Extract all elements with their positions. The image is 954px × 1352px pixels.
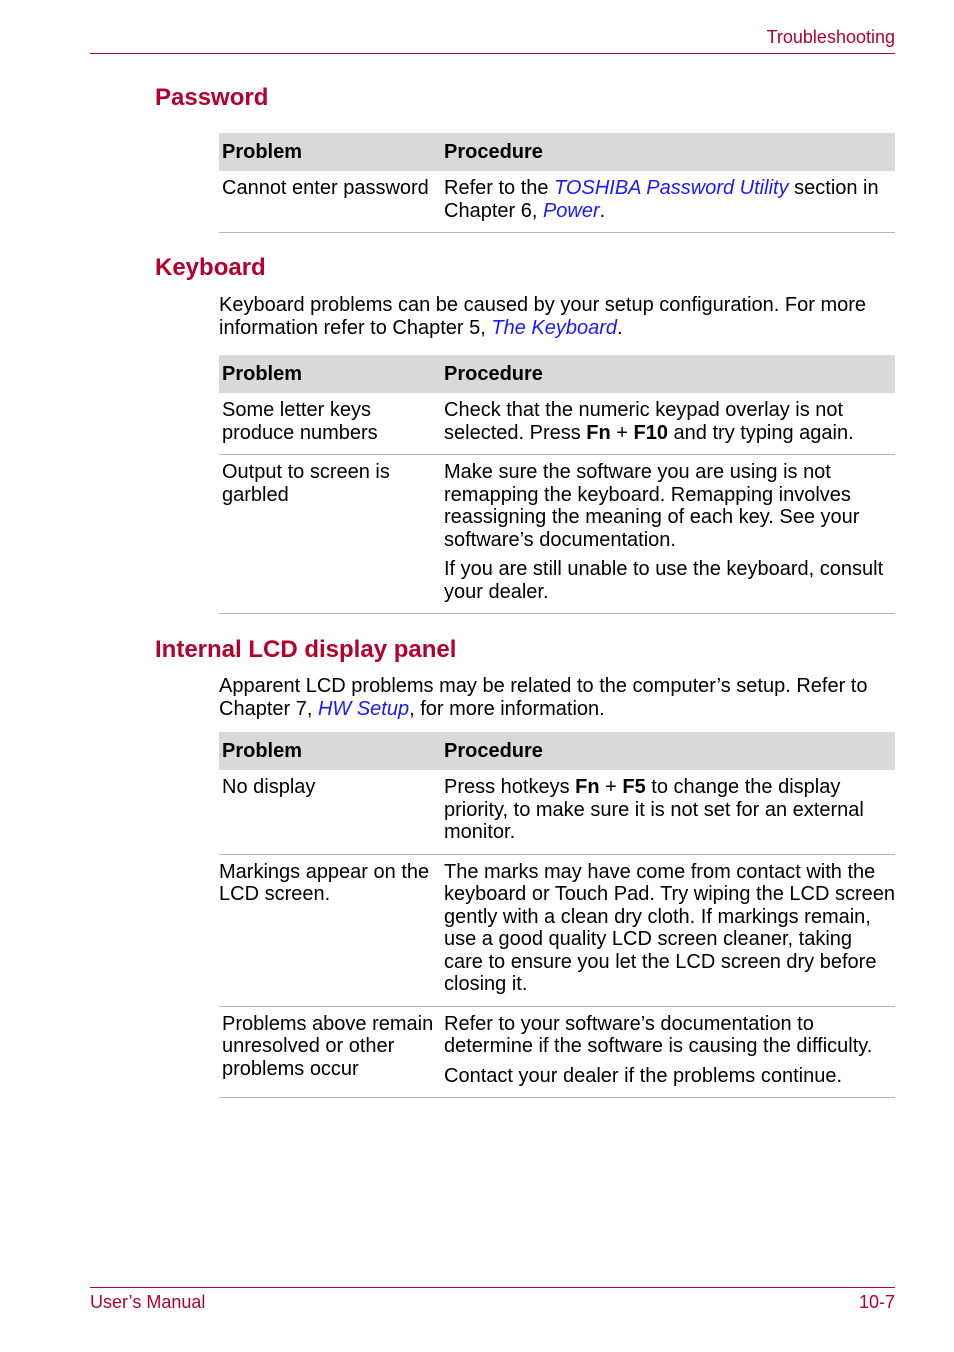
table-row xyxy=(219,393,895,455)
keyboard-intro: Keyboard problems can be caused by your setup configuration. For more information refer to Chapter 5, The Keyboard. xyxy=(219,294,867,339)
procedure-cell: Press hotkeys Fn + F5 to change the display priority, to make sure it is not set for an external monitor. xyxy=(441,770,895,854)
key-f10: F10 xyxy=(633,421,668,444)
link-hw-setup[interactable]: HW Setup xyxy=(317,697,410,720)
section-heading-password: Password xyxy=(155,84,269,111)
section-heading-lcd: Internal LCD display panel xyxy=(155,636,457,663)
problem-cell: Cannot enter password xyxy=(219,171,441,233)
column-header-procedure: Procedure xyxy=(441,133,895,171)
section-heading-keyboard: Keyboard xyxy=(155,254,266,281)
problem-cell: Some letter keys produce numbers xyxy=(219,393,441,455)
procedure-cell: Refer to your software’s documentation to determine if the software is causing the difficulty. Contact your dealer if the problems continue. xyxy=(441,1006,895,1098)
table-row xyxy=(219,1006,895,1098)
lcd-intro: Apparent LCD problems may be related to the computer’s setup. Refer to Chapter 7, HW Setup, for more information. xyxy=(219,675,868,720)
procedure-cell: The marks may have come from contact with the keyboard or Touch Pad. Try wiping the LCD screen gently with a clean dry cloth. If markings remain, use a good quality LCD screen cleaner, taking care to ensure you let the LCD screen dry before closing it. xyxy=(441,854,895,1006)
running-header: Troubleshooting xyxy=(766,27,895,47)
table-row xyxy=(219,770,895,854)
problem-cell: Problems above remain unresolved or other problems occur xyxy=(219,1006,441,1098)
key-fn: Fn xyxy=(586,421,611,444)
page-number: 10-7 xyxy=(858,1292,895,1312)
column-header-procedure: Procedure xyxy=(441,732,895,770)
problem-cell: No display xyxy=(219,770,441,854)
procedure-cell: Make sure the software you are using is not remapping the keyboard. Remapping involves reassigning the meaning of each key. See your software’s documentation. If you are still unable to use the keyboard, consult your dealer. xyxy=(441,455,895,614)
link-toshiba-password-utility[interactable]: TOSHIBA Password Utility xyxy=(554,177,789,199)
header-rule xyxy=(90,53,895,54)
column-header-problem: Problem xyxy=(219,732,441,770)
footer-manual-title: User’s Manual xyxy=(90,1292,206,1312)
column-header-problem: Problem xyxy=(219,133,441,171)
table-row xyxy=(219,455,895,614)
problem-cell: Markings appear on the LCD screen. xyxy=(219,854,441,1006)
link-power[interactable]: Power xyxy=(542,199,600,222)
password-table xyxy=(219,133,895,233)
column-header-procedure: Procedure xyxy=(441,355,895,393)
key-f5: F5 xyxy=(622,776,646,798)
keyboard-table xyxy=(219,355,895,614)
problem-cell: Output to screen is garbled xyxy=(219,455,441,614)
footer-rule xyxy=(90,1287,895,1288)
table-row xyxy=(219,171,895,233)
column-header-problem: Problem xyxy=(219,355,441,393)
procedure-cell: Refer to the TOSHIBA Password Utility section in Chapter 6, Power. xyxy=(441,171,895,233)
link-the-keyboard[interactable]: The Keyboard xyxy=(491,316,617,339)
lcd-table xyxy=(219,732,895,1098)
procedure-cell: Check that the numeric keypad overlay is not selected. Press Fn + F10 and try typing again. xyxy=(441,393,895,455)
table-row xyxy=(219,854,895,1006)
key-fn: Fn xyxy=(575,776,600,798)
